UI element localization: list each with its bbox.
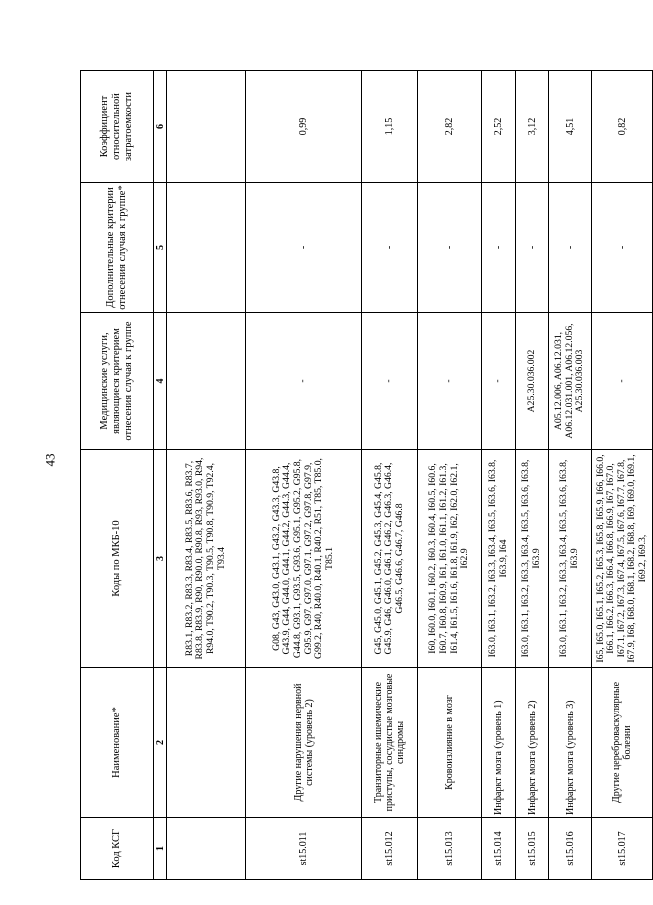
row-name: Инфаркт мозга (уровень 2) bbox=[516, 668, 549, 818]
row-services: - bbox=[482, 313, 516, 450]
row-extra: - bbox=[246, 183, 362, 313]
row-name: Другие нарушения нервной системы (уровень 2) bbox=[246, 668, 362, 818]
row-coef: 2,82 bbox=[418, 71, 482, 183]
row-icd-codes: G45, G45.0, G45.1, G45.2, G45.3, G45.4, G45.8, G45.9, G46, G46.0, G46.1, G46.2, G46.3, G46.4, G46.5, G46.6, G46.7, G46.8 bbox=[362, 450, 418, 668]
row-name: Инфаркт мозга (уровень 3) bbox=[549, 668, 592, 818]
row-services: A05.12.006, A06.12.031, A06.12.031.001, A06.12.056, A25.30.036.003 bbox=[549, 313, 592, 450]
column-number-row bbox=[154, 71, 167, 880]
table-row bbox=[418, 71, 482, 880]
row-name: Инфаркт мозга (уровень 1) bbox=[482, 668, 516, 818]
header-code: Код КСГ bbox=[81, 818, 154, 880]
header-row bbox=[81, 71, 154, 880]
row-icd-codes: I63.0, I63.1, I63.2, I63.3, I63.4, I63.5, I63.6, I63.8, I63.9 bbox=[516, 450, 549, 668]
row-code: st15.014 bbox=[482, 818, 516, 880]
row-icd-codes: R83.1, R83.2, R83.3, R83.4, R83.5, R83.6, R83.7, R83.8, R83.9, R90, R90.0, R90.8, R93, R93.0, R94, R94.0, T90.2, T90.3, T90.5, T90.8, T90.9, T92.4, T93.4 bbox=[167, 450, 246, 668]
row-icd-codes: I63.0, I63.1, I63.2, I63.3, I63.4, I63.5, I63.6, I63.8, I63.9, I64 bbox=[482, 450, 516, 668]
row-code: st15.017 bbox=[592, 818, 653, 880]
row-extra: - bbox=[592, 183, 653, 313]
row-code: st15.011 bbox=[246, 818, 362, 880]
header-extra: Дополнительные критерии отнесения случая к группе* bbox=[81, 183, 154, 313]
col-number: 2 bbox=[154, 668, 167, 818]
col-number: 1 bbox=[154, 818, 167, 880]
col-number: 3 bbox=[154, 450, 167, 668]
table-row bbox=[362, 71, 418, 880]
row-icd-codes: G08, G43, G43.0, G43.1, G43.2, G43.3, G43.8, G43.9, G44, G44.0, G44.1, G44.2, G44.3, G44.4, G44.8, G93.1, G93.5, G93.6, G95.1, G95.2, G95.8, G95.9, G97, G97.0, G97.1, G97.2, G97.8, G97.9, G99.2, R40, R40.0, R40.1, R40.2, R51, T85, T85.0, T85.1 bbox=[246, 450, 362, 668]
table-row bbox=[482, 71, 516, 880]
header-name: Наименование* bbox=[81, 668, 154, 818]
row-extra bbox=[167, 183, 246, 313]
header-coef: Коэффициент относительной затратоемкости bbox=[81, 71, 154, 183]
table-row bbox=[246, 71, 362, 880]
col-number: 5 bbox=[154, 183, 167, 313]
row-code: st15.016 bbox=[549, 818, 592, 880]
row-name: Другие цереброваскулярные болезни bbox=[592, 668, 653, 818]
row-icd-codes: I65, I65.0, I65.1, I65.2, I65.3, I65.8, I65.9, I66, I66.0, I66.1, I66.2, I66.3, I66.4, I66.8, I66.9, I67, I67.0, I67.1, I67.2, I67.3, I67.4, I67.5, I67.6, I67.7, I67.8, I67.9, I68, I68.0, I68.1, I68.2, I68.8, I69, I69.0, I69.1, I69.2, I69.3, bbox=[592, 450, 653, 668]
col-number: 4 bbox=[154, 313, 167, 450]
table-row bbox=[167, 71, 246, 880]
page-number: 43 bbox=[42, 453, 58, 467]
row-coef: 2,52 bbox=[482, 71, 516, 183]
row-code: st15.012 bbox=[362, 818, 418, 880]
table-row bbox=[592, 71, 653, 880]
row-name: Кровоизлияние в мозг bbox=[418, 668, 482, 818]
col-number: 6 bbox=[154, 71, 167, 183]
row-icd-codes: I60, I60.0, I60.1, I60.2, I60.3, I60.4, I60.5, I60.6, I60.7, I60.8, I60.9, I61, I61.0, I61.1, I61.2, I61.3, I61.4, I61.5, I61.6, I61.8, I61.9, I62, I62.0, I62.1, I62.9 bbox=[418, 450, 482, 668]
row-code bbox=[167, 818, 246, 880]
row-coef: 0,82 bbox=[592, 71, 653, 183]
table-row bbox=[549, 71, 592, 880]
header-services: Медицинские услуги, являющиеся критерием отнесения случая к группе bbox=[81, 313, 154, 450]
header-icd: Коды по МКБ-10 bbox=[81, 450, 154, 668]
row-extra: - bbox=[362, 183, 418, 313]
table-row bbox=[516, 71, 549, 880]
row-coef: 1,15 bbox=[362, 71, 418, 183]
row-coef: 0,99 bbox=[246, 71, 362, 183]
row-extra: - bbox=[418, 183, 482, 313]
row-services: - bbox=[418, 313, 482, 450]
row-services: - bbox=[592, 313, 653, 450]
row-extra: - bbox=[482, 183, 516, 313]
row-code: st15.013 bbox=[418, 818, 482, 880]
row-extra: - bbox=[549, 183, 592, 313]
row-services bbox=[167, 313, 246, 450]
row-icd-codes: I63.0, I63.1, I63.2, I63.3, I63.4, I63.5, I63.6, I63.8, I63.9 bbox=[549, 450, 592, 668]
row-code: st15.015 bbox=[516, 818, 549, 880]
row-coef bbox=[167, 71, 246, 183]
row-services: - bbox=[362, 313, 418, 450]
row-coef: 4,51 bbox=[549, 71, 592, 183]
row-extra: - bbox=[516, 183, 549, 313]
row-name: Транзиторные ишемические приступы, сосудистые мозговые синдромы bbox=[362, 668, 418, 818]
row-coef: 3,12 bbox=[516, 71, 549, 183]
row-services: A25.30.036.002 bbox=[516, 313, 549, 450]
row-name bbox=[167, 668, 246, 818]
rotated-page bbox=[80, 71, 648, 880]
ksg-table bbox=[80, 70, 653, 880]
row-services: - bbox=[246, 313, 362, 450]
